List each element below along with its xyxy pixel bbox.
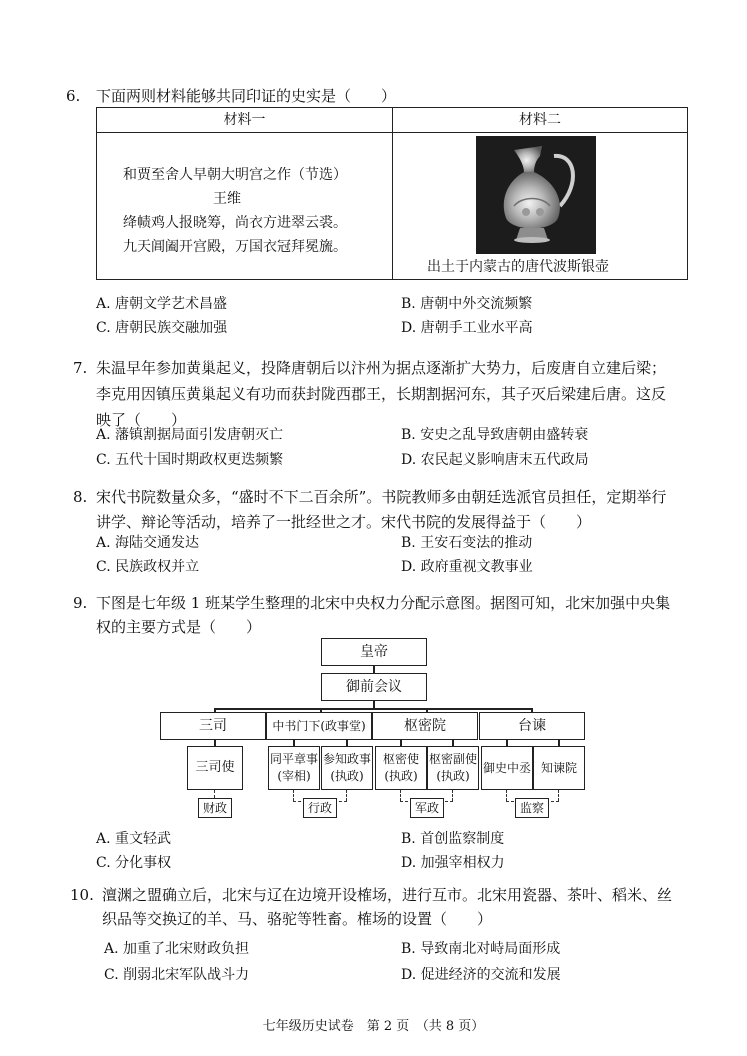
dashed-connector <box>558 790 559 801</box>
shumishi-label: 枢密使 <box>382 752 419 766</box>
q9-line-2: 权的主要方式是（ ） <box>96 618 262 636</box>
q6-option-a[interactable]: A. 唐朝文学艺术昌盛 <box>96 296 228 312</box>
poem-line-1: 绛帻鸡人报晓筹，尚衣方进翠云裘。 <box>123 215 347 231</box>
materials-table <box>96 107 688 280</box>
administration-label: 行政 <box>303 798 337 818</box>
ewer-caption: 出土于内蒙古的唐代波斯银壶 <box>427 259 609 275</box>
tongping-sub: (宰相) <box>277 769 311 783</box>
q10-option-d[interactable]: D. 促进经济的交流和发展 <box>401 967 561 983</box>
dashed-connector <box>346 790 347 801</box>
dashed-connector <box>400 790 401 801</box>
q9-option-a[interactable]: A. 重文轻武 <box>96 831 172 847</box>
shumishi-sub: (执政) <box>384 769 418 783</box>
q7-option-b[interactable]: B. 安史之乱导致唐朝由盛转衰 <box>401 427 589 443</box>
q9-option-b[interactable]: B. 首创监察制度 <box>401 831 505 847</box>
q9-line-1: 下图是七年级 1 班某学生整理的北宋中央权力分配示意图。据图可知，北宋加强中央集 <box>96 594 671 612</box>
q8-line-1: 宋代书院数量众多，“盛时不下二百余所”。书院教师多由朝廷选派官员担任，定期举行 <box>96 488 667 506</box>
canzhi-label: 参知政事 <box>322 752 371 766</box>
connector <box>373 701 375 708</box>
dashed-connector <box>214 790 215 798</box>
q6-stem-text: 下面两则材料能够共同印证的史实是（ ） <box>96 87 397 105</box>
shumifushi-box <box>427 746 479 790</box>
q7-option-a[interactable]: A. 藩镇割据局面引发唐朝灭亡 <box>96 427 284 443</box>
sansi-shi-box: 三司使 <box>187 746 243 790</box>
q6-number: 6. <box>66 87 81 105</box>
q8-option-c[interactable]: C. 民族政权并立 <box>96 559 200 575</box>
zhijianyuan-box: 知谏院 <box>533 746 585 790</box>
taijian-box: 台谏 <box>479 712 585 740</box>
q10-number: 10. <box>70 886 94 904</box>
poem-title: 和贾至舍人早朝大明宫之作（节选） <box>123 167 347 183</box>
q7-line-2: 李克用因镇压黄巢起义有功而获封陇西郡王，长期割据河东，其子灭后梁建后唐。这反 <box>96 385 667 403</box>
dashed-connector <box>506 790 507 801</box>
canzhi-zhengshi-box <box>321 746 373 790</box>
canzhi-sub: (执政) <box>330 769 364 783</box>
q9-option-c[interactable]: C. 分化事权 <box>96 855 172 871</box>
q7-number: 7. <box>73 359 88 377</box>
shumishi-box <box>375 746 427 790</box>
q9-option-d[interactable]: D. 加强宰相权力 <box>401 855 505 871</box>
emperor-box: 皇帝 <box>321 638 427 666</box>
q8-option-a[interactable]: A. 海陆交通发达 <box>96 535 200 551</box>
dashed-connector <box>293 790 294 801</box>
imperial-council-box: 御前会议 <box>321 673 427 701</box>
poem-author: 王维 <box>213 191 241 207</box>
material-one-header: 材料一 <box>97 108 392 133</box>
q6-stem <box>66 83 397 109</box>
tongping-label: 同平章事 <box>269 752 318 766</box>
material-two-header: 材料二 <box>393 108 687 133</box>
q7-line-3: 映了（ ） <box>96 411 187 429</box>
q7-option-c[interactable]: C. 五代十国时期政权更迭频繁 <box>96 452 284 468</box>
connector <box>373 666 375 673</box>
dashed-connector <box>452 790 453 801</box>
connector <box>214 708 532 710</box>
q8-number: 8. <box>73 488 88 506</box>
sansi-box: 三司 <box>160 712 266 740</box>
q7-option-d[interactable]: D. 农民起义影响唐末五代政局 <box>401 452 589 468</box>
tongping-zhangshi-box <box>268 746 320 790</box>
shumiyuan-box: 枢密院 <box>372 712 478 740</box>
q10-line-1: 澶渊之盟确立后，北宋与辽在边境开设榷场，进行互市。北宋用瓷器、茶叶、稻米、丝 <box>102 886 673 904</box>
q10-option-c[interactable]: C. 削弱北宋军队战斗力 <box>104 967 250 983</box>
q6-option-d[interactable]: D. 唐朝手工业水平高 <box>401 320 533 336</box>
q8-option-b[interactable]: B. 王安石变法的推动 <box>401 535 533 551</box>
yushi-zhongcheng-box: 御史中丞 <box>481 746 533 790</box>
zhongshu-box: 中书门下(政事堂) <box>266 712 372 740</box>
q10-line-2: 织品等交换辽的羊、马、骆驼等牲畜。榷场的设置（ ） <box>102 910 493 928</box>
q6-option-b[interactable]: B. 唐朝中外交流频繁 <box>401 296 533 312</box>
poem-line-2: 九天阊阖开宫殿，万国衣冠拜冕旒。 <box>123 239 347 255</box>
q6-option-c[interactable]: C. 唐朝民族交融加强 <box>96 320 228 336</box>
q10-option-a[interactable]: A. 加重了北宋财政负担 <box>104 941 250 957</box>
table-divider <box>392 108 393 279</box>
q8-option-d[interactable]: D. 政府重视文教事业 <box>401 559 533 575</box>
shumifushi-label: 枢密副使 <box>428 752 477 766</box>
q10-option-b[interactable]: B. 导致南北对峙局面形成 <box>401 941 561 957</box>
page-footer: 七年级历史试卷 第 2 页 （共 8 页） <box>262 1019 485 1034</box>
military-label: 军政 <box>410 798 444 818</box>
persian-silver-ewer-image <box>476 136 596 254</box>
q8-line-2: 讲学、辩论等活动，培养了一批经世之才。宋代书院的发展得益于（ ） <box>96 513 592 531</box>
q9-number: 9. <box>73 594 88 612</box>
q7-line-1: 朱温早年参加黄巢起义，投降唐朝后以汴州为据点逐渐扩大势力，后废唐自立建后梁； <box>96 359 667 377</box>
supervision-label: 监察 <box>515 798 549 818</box>
shumifushi-sub: (执政) <box>436 769 470 783</box>
finance-label: 财政 <box>198 798 232 818</box>
